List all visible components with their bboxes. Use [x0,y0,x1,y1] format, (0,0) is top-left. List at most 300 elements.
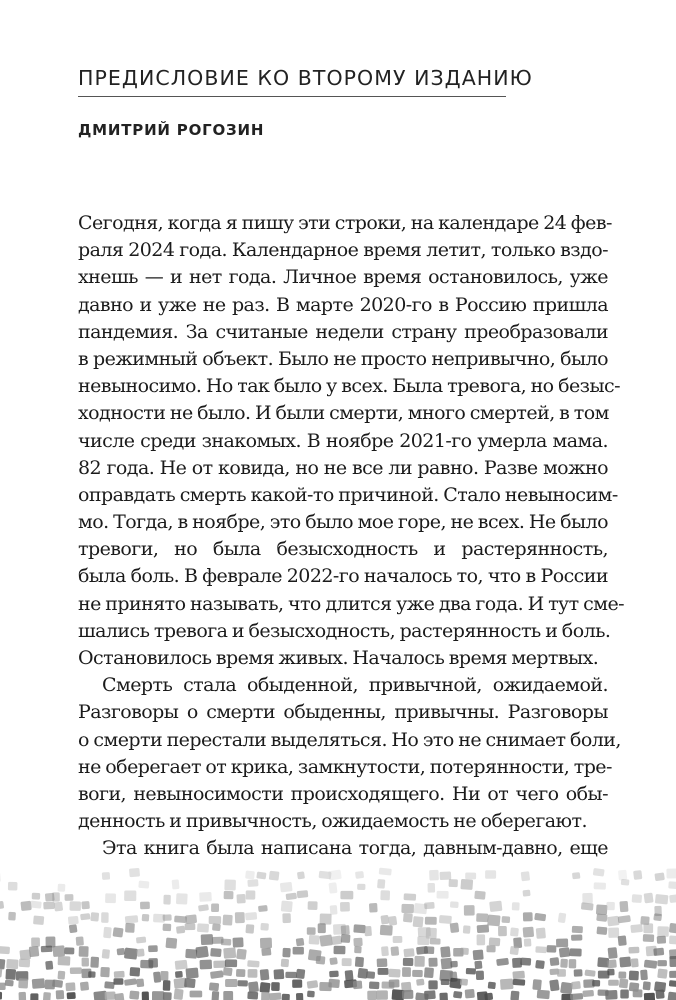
cobblestone [620,989,629,998]
cobblestone [247,960,259,967]
text-line: пандемия. За считаные недели страну преобразовали [78,320,608,343]
text-line: не принято называть, что длится уже два года. И тут сме- [78,592,625,615]
cobblestone [90,957,99,968]
cobblestone [269,992,282,1000]
cobblestone [68,916,79,925]
cobblestone [412,970,423,977]
cobblestone [0,992,2,1000]
cobblestone [631,958,639,967]
cobblestone [413,916,424,928]
cobblestone [30,993,38,1000]
cobblestone [417,936,429,945]
cobblestone [221,939,232,946]
text-line: денность и привычность, ожидаемость не оберегают. [78,810,588,833]
cobblestone [210,948,222,957]
cobblestone [307,927,316,935]
cobblestone [308,901,318,910]
cobblestone [280,882,293,893]
cobblestone [353,938,362,947]
cobblestone [260,923,269,931]
cobblestone [569,948,581,956]
cobblestone [403,948,414,957]
cobblestone [450,901,459,908]
cobblestone [105,991,116,999]
cobblestone [498,926,507,936]
cobblestone [547,945,557,953]
cobblestone [79,946,89,957]
cobblestone [0,946,10,954]
cobblestone [644,993,655,1000]
cobblestone [581,902,594,910]
cobblestone [125,915,139,924]
cobblestone [460,948,469,955]
cobblestone [550,957,560,966]
cobblestone [485,870,496,879]
cobblestone [211,903,219,912]
cobblestone [653,913,662,921]
text-line: невыносимо. Но так было у всех. Была тревога, но безыс- [78,375,620,398]
cobblestone [557,969,566,977]
cobblestone [185,923,196,930]
cobblestone [667,992,676,1000]
cobblestone [223,947,236,958]
cobblestone [281,901,293,913]
cobblestone [328,979,340,989]
cobblestone [366,971,375,979]
cobblestone [643,981,651,990]
cobblestone [185,967,198,978]
body-text [78,210,625,890]
cobblestone [199,892,212,902]
cobblestone [148,958,158,968]
cobblestone [584,969,595,976]
cobblestone [105,893,116,903]
cobblestone [523,912,533,921]
cobblestone [232,937,243,947]
cobblestone [657,968,667,978]
cobblestone [429,870,439,881]
cobblestone [176,893,188,904]
cobblestone [621,879,630,886]
cobblestone [558,913,567,924]
cobblestone [355,871,364,879]
cobblestone [572,926,583,933]
cobblestone [260,969,270,980]
cobblestone [466,968,476,975]
cobblestone [607,959,617,968]
cobblestone [502,916,511,923]
cobblestone [0,983,6,990]
cobblestone [388,916,397,926]
cobblestone [174,989,184,1000]
cobblestone [425,917,437,925]
cobblestone [31,937,40,946]
cobblestone [69,901,81,911]
cobblestone [175,971,183,978]
cobblestone [460,879,473,890]
cobblestone [52,979,63,988]
cobblestone [316,956,326,965]
cobblestone [342,958,352,966]
cobblestone [633,989,643,997]
cobblestone [381,946,389,956]
cobblestone [296,969,306,979]
text-line: Разговоры о смерти обыденны, привычны. Разговоры [78,701,608,724]
cobblestone [378,968,389,975]
cobblestone [163,914,172,921]
cobblestone [260,938,272,949]
cobblestone [33,915,44,925]
cobblestone [54,902,63,912]
cobblestone [41,946,53,953]
cobblestone [103,927,112,939]
cobblestone [57,971,65,980]
cobblestone [163,992,172,1000]
cobblestone [376,990,388,1000]
cobblestone [403,958,414,966]
cobblestone [297,890,309,898]
cobblestone [608,947,618,959]
cobblestone [124,890,136,901]
cobblestone [428,980,437,989]
cobblestone [320,913,332,924]
cobblestone [65,894,74,901]
cobblestone [629,971,639,981]
cobblestone [307,991,315,998]
cobblestone [644,893,654,904]
cobblestone [606,902,615,911]
cobblestone [596,926,607,935]
cobblestone [618,935,627,946]
cobblestone [19,992,27,1000]
cobblestone [165,938,177,949]
cobblestone [142,992,149,1000]
cobblestone [76,936,84,945]
cobblestone [329,957,337,965]
cobblestone [223,967,233,976]
cobblestone [209,916,221,924]
cobblestone [261,948,271,956]
cobblestone [424,946,435,954]
cobblestone [101,912,109,923]
cobblestone [474,891,486,900]
cobblestone [596,913,607,921]
text-line: ходности не было. И были смерти, много смертей, в том [78,402,609,425]
cobblestone [570,993,583,1000]
cobblestone [500,978,514,989]
text-line: о смерти перестали выделяться. Но это не снимает боли, [78,728,621,751]
cobblestone [560,982,573,994]
cobblestone [211,991,219,1000]
cobblestone [403,913,413,923]
cobblestone [5,980,14,987]
cobblestone [81,901,90,909]
cobblestone [654,872,664,881]
cobblestone [341,925,350,935]
text-line: тревоги, но была безысходность и растерянность, [78,538,608,561]
cobblestone [19,958,30,967]
text-line: Остановилось время живых. Началось время мертвых. [78,647,599,669]
cobblestone [282,913,291,923]
cobblestone [296,993,303,1000]
cobblestone [163,895,171,905]
cobblestone [510,946,520,955]
cobblestone [114,993,124,1000]
cobblestone [592,980,600,986]
cobblestone [292,979,302,987]
cobblestone [20,901,31,911]
cobblestone [160,971,168,981]
cobblestone [281,959,289,968]
cobblestone [489,901,502,912]
cobblestone [225,959,237,967]
cobblestone [185,914,197,924]
heading-rule [78,96,506,97]
cobblestone [195,946,208,958]
cobblestone [69,924,78,933]
cobblestone [256,871,266,879]
cobblestone [114,971,125,978]
cobblestone [640,970,648,981]
text-line: была боль. В феврале 2022-го началось то, что в России [78,565,608,588]
cobblestone [88,971,96,978]
cobblestone [401,904,414,913]
cobblestone [5,969,16,980]
cobblestone [104,981,115,989]
cobblestone [136,978,144,987]
cobblestone [574,969,583,977]
cobblestone [643,934,654,942]
cobblestone [379,868,392,876]
text-line: оправдать смерть какой-то причиной. Стало невыносим- [78,483,618,506]
cobblestone [657,936,666,944]
cobblestone [296,938,305,947]
cobblestone [569,959,577,968]
cobblestone [175,960,188,970]
cobblestone [185,949,197,959]
cobblestone [125,923,135,933]
text-line: не оберегает от крика, замкнутости, потерянности, тре- [78,755,612,778]
cobblestone [129,990,139,999]
cobblestone [236,949,247,960]
cobblestone [535,946,547,953]
cobblestone [18,978,28,988]
cobblestone [477,934,486,945]
cobblestone [535,960,545,969]
cobblestone [449,879,458,887]
cobblestone [57,884,65,892]
cobblestone [450,922,460,933]
cobblestone [309,935,320,945]
cobblestone [152,991,164,1000]
cobblestone [669,894,676,903]
cobblestone [67,992,76,999]
cobblestone [605,990,618,1000]
cobblestone [393,936,403,943]
cobblestone [293,947,304,955]
cobblestone [330,905,338,915]
cobblestone [6,959,18,969]
cobblestone [441,979,450,985]
cobblestone [318,923,326,933]
cobblestone [247,879,258,887]
cobblestone [353,924,365,933]
cobblestone [190,991,203,998]
cobblestone [414,956,424,967]
cobblestone [669,971,676,978]
cobblestone [331,935,342,945]
cobblestone [223,991,233,1000]
cobblestone [259,982,270,993]
cobblestone [630,924,643,933]
text-line: 82 года. Не от ковида, но не все ли равно. Разве можно [78,456,608,479]
cobblestone [29,946,40,957]
cobblestone [355,957,364,967]
cobblestone [476,971,484,980]
cobblestone [8,882,18,891]
cobblestone [439,915,452,924]
cobblestone [463,925,471,934]
cobblestone [52,945,65,957]
cobblestone [80,913,90,920]
cobblestone [138,881,149,889]
cobblestone [90,912,99,922]
cobblestone [212,923,221,931]
cobblestone [245,912,257,920]
cobblestone [172,879,180,889]
cobblestone [532,979,542,990]
cobblestone [319,934,332,946]
cobblestone [549,979,559,991]
cobblestone [246,890,256,899]
cobblestone [593,868,605,877]
cobblestone [258,905,268,912]
cobblestone [424,967,434,978]
text-line: шались тревога и безысходность, растерянность и боль. [78,619,611,642]
cobblestone [521,871,530,881]
cobblestone [341,934,351,943]
cobblestone [377,879,385,889]
cobblestone [424,990,436,999]
cobblestone [117,948,126,956]
text-line: воги, невыносимости происходящего. Ни от чего обы- [78,782,608,805]
cobblestone [402,967,411,977]
author-name: ДМИТРИЙ РОГОЗИН [78,121,265,139]
cobblestone [628,947,639,954]
cobblestone [512,971,525,980]
cobblestone [369,981,380,989]
cobblestone [334,946,346,955]
cobblestone [560,959,568,968]
cobblestone [269,871,280,881]
cobblestone [184,978,196,988]
cobblestone [668,881,676,889]
cobblestone [390,946,399,956]
cobblestone [129,967,140,977]
cobblestone [594,882,606,889]
cobblestone [142,914,150,922]
cobblestone [329,971,339,978]
cobblestone [213,960,226,968]
cobblestone [353,981,363,990]
cobblestone [402,990,413,999]
cobblestone [8,912,16,921]
cobblestone [354,946,362,954]
cobblestone [43,992,51,1000]
cobblestone [655,989,664,999]
cobblestone [357,884,365,890]
cobblestone [163,980,171,991]
cobblestone [644,960,658,969]
cobblestone [465,873,476,880]
cobblestone [102,949,110,959]
cobblestone [248,981,259,992]
text-line: Эта книга была написана тогда, давным-давно, еще [102,837,608,860]
cobblestone [174,915,187,923]
cobblestone [102,872,110,880]
cobblestone [476,913,488,922]
cobblestone [484,993,493,1000]
cobblestone [197,923,209,932]
cobblestone [430,938,441,944]
text-line: числе среди знакомых. В ноябре 2021-го умерла мама. [78,429,608,452]
text-line: давно и уже не раз. В марте 2020-го в Россию пришла [78,293,608,316]
cobblestone [307,980,319,989]
cobblestone [201,934,214,945]
cobblestone [32,978,45,989]
cobblestone [439,871,451,880]
cobblestone [245,870,255,879]
cobblestone [439,993,448,1000]
cobblestone [380,915,389,925]
cobblestone [364,926,372,937]
cobblestone [140,902,150,910]
cobblestone [176,926,185,934]
cobblestone [345,970,354,981]
cobblestone [653,948,664,956]
cobblestone [489,937,501,946]
cobblestone [148,945,158,952]
cobblestone [43,902,55,910]
text-line: в режимный объект. Было не просто непривычно, было [78,347,608,370]
cobblestone [619,901,628,912]
cobblestone [428,883,436,893]
cobblestone [224,879,236,890]
cobblestone [153,971,161,982]
cobblestone [388,969,400,978]
cobblestone [224,891,234,899]
cobblestone [222,915,232,926]
cobblestone [209,982,219,991]
cobblestone [669,935,676,944]
cobblestone [486,945,495,952]
cobblestone [136,937,146,944]
cobblestone [369,903,378,913]
cobblestone [522,890,530,897]
cobblestone [80,981,89,990]
cobblestone [572,872,580,879]
cobblestone [487,914,500,926]
cobblestone [537,990,550,1000]
cobblestone [440,946,450,957]
cobblestone [52,892,60,901]
cobblestone [32,893,41,900]
cobblestone [619,957,631,968]
cobblestone [513,979,526,986]
cobblestone [163,924,172,932]
cobblestone [534,913,546,922]
chapter-heading: ПРЕДИСЛОВИЕ КО ВТОРОМУ ИЗДАНИЮ [78,66,533,90]
